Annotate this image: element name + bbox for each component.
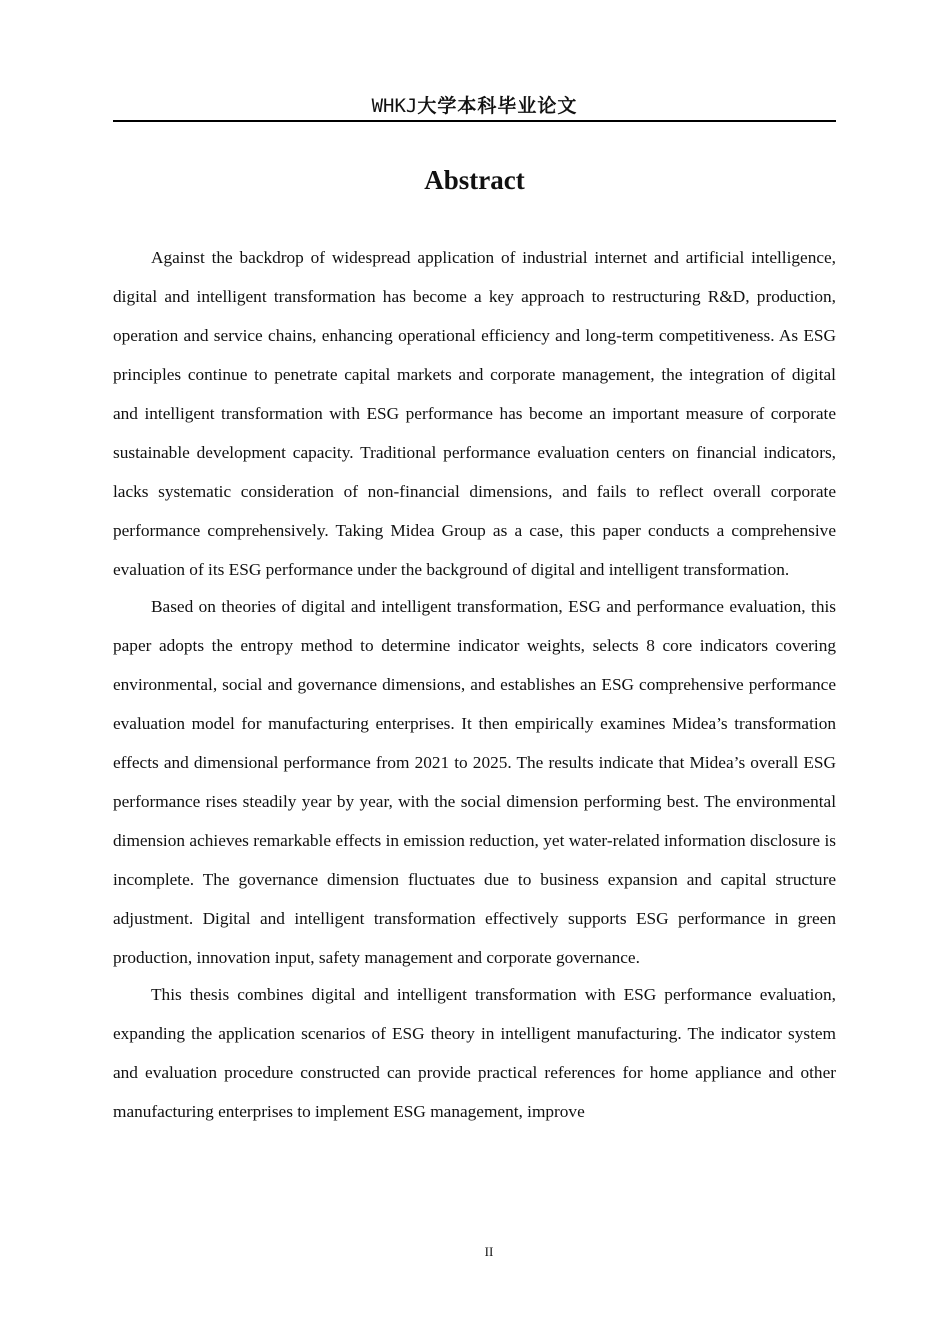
abstract-paragraph-3: This thesis combines digital and intelligent transformation with ESG performance evaluation, expanding the application scenarios of ESG theory in intelligent manufacturing. The indicator system and evaluation procedure constructed can provide practical references for home appliance and other manufacturing enterprises to implement ESG management, improve	[113, 985, 836, 1121]
page-header	[113, 94, 836, 122]
abstract-paragraph-1: Against the backdrop of widespread application of industrial internet and artificial intelligence, digital and intelligent transformation has become a key approach to restructuring R&D, production, operation and service chains, enhancing operational efficiency and long-term competitiveness. As ESG principles continue to penetrate capital markets and corporate management, the integration of digital and intelligent transformation with ESG performance has become an important measure of corporate sustainable development capacity. Traditional performance evaluation centers on financial indicators, lacks systematic consideration of non-financial dimensions, and fails to reflect overall corporate performance comprehensively. Taking Midea Group as a case, this paper conducts a comprehensive evaluation of its ESG performance under the background of digital and intelligent transformation.	[113, 248, 836, 579]
page-title: Abstract	[424, 165, 525, 195]
header-school-code: WHKJ	[371, 95, 418, 117]
page-number: II	[484, 1244, 494, 1259]
header-thesis-label: 大学本科毕业论文	[417, 96, 578, 117]
abstract-paragraph-2: Based on theories of digital and intelligent transformation, ESG and performance evaluation, this paper adopts the entropy method to determine indicator weights, selects 8 core indicators covering environmental, social and governance dimensions, and establishes an ESG comprehensive performance evaluation model for manufacturing enterprises. It then empirically examines Midea’s transformation effects and dimensional performance from 2021 to 2025. The results indicate that Midea’s overall ESG performance rises steadily year by year, with the social dimension performing best. The environmental dimension achieves remarkable effects in emission reduction, yet water-related information disclosure is incomplete. The governance dimension fluctuates due to business expansion and capital structure adjustment. Digital and intelligent transformation effectively supports ESG performance in green production, innovation input, safety management and corporate governance.	[113, 597, 836, 967]
abstract-body	[113, 238, 836, 1129]
